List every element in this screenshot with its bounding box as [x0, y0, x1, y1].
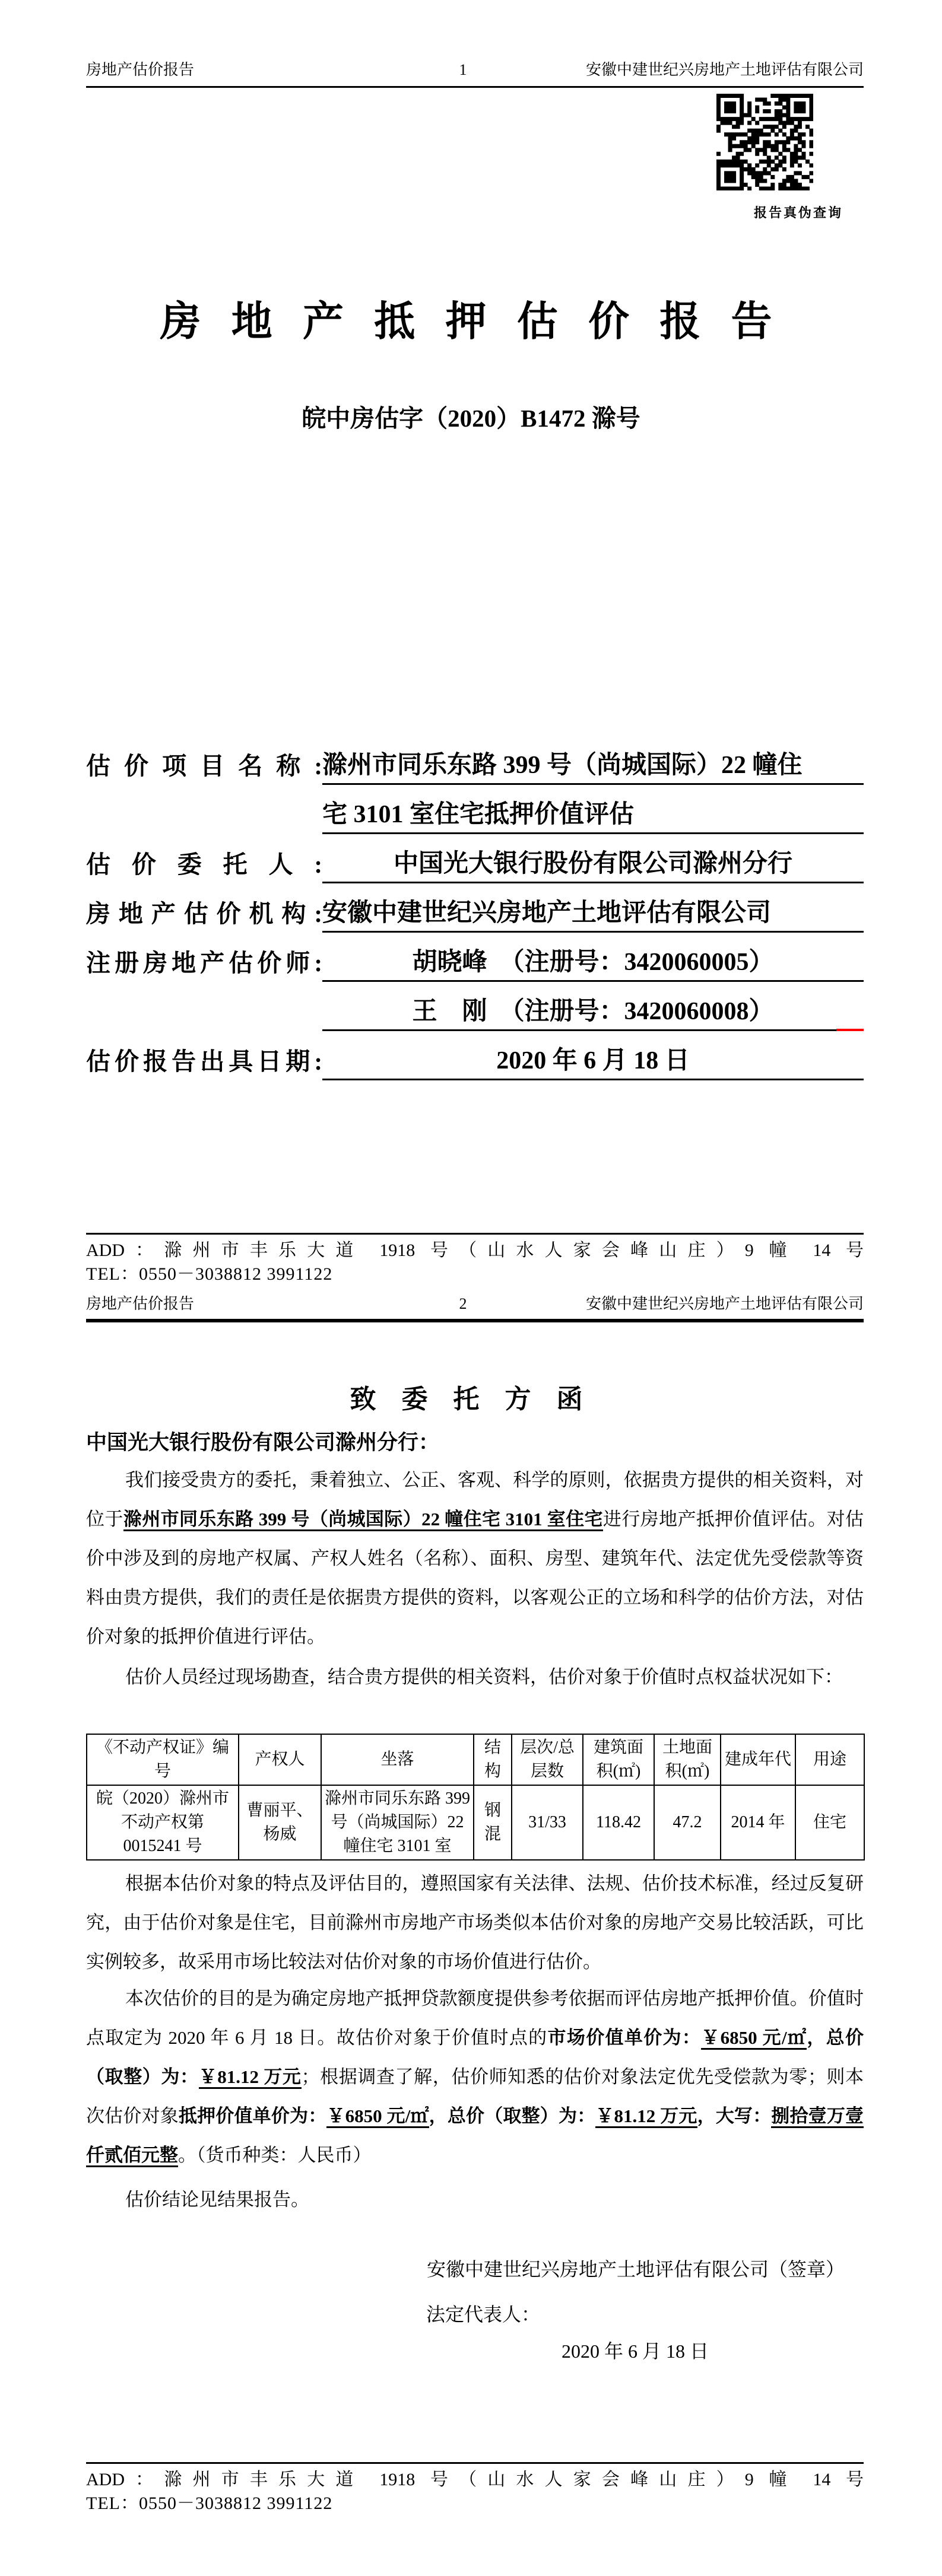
page2-running-header	[86, 1295, 864, 1322]
field-label: 估价委托人:	[86, 851, 322, 878]
field-label: 估价项目名称:	[86, 752, 322, 780]
emphasized-text-run: ，总价（取整）为：	[86, 2027, 864, 2087]
letter-paragraph-2: 估价人员经过现场勘查，结合贵方提供的相关资料，估价对象于价值时点权益状况如下：	[125, 1667, 843, 1687]
field-value-underlined: 2020 年 6 月 18 日	[322, 1041, 864, 1080]
report-doc-number: 皖中房估字（2020）B1472 滁号	[302, 405, 640, 432]
field-label: 估价报告出具日期:	[86, 1048, 322, 1075]
table-header-cell: 层次/总层数	[512, 1734, 583, 1785]
text-run: 我们接受贵方的委托，秉着独立、公正、客观、科学的原则，依据贵方提供的相关资料，对位于	[86, 1470, 864, 1529]
emphasized-text-run: ￥81.12 万元	[199, 2066, 302, 2089]
footer-telephone: TEL：0550－3038812 3991122	[86, 2494, 333, 2513]
emphasized-text-run: 抵押价值单价为：	[178, 2106, 327, 2126]
field-value-underlined: 中国光大银行股份有限公司滁州分行	[322, 844, 864, 883]
field-value-underlined: 安徽中建世纪兴房地产土地评估有限公司	[322, 893, 864, 933]
field-label	[86, 831, 322, 834]
table-cell: 31/33	[512, 1785, 583, 1860]
page1-running-footer	[86, 1233, 864, 1286]
letter-title: 致 委 托 方 函	[350, 1385, 592, 1414]
emphasized-text-run: 滁州市同乐东路 399 号（尚城国际）22 幢住宅 3101 室住宅	[123, 1509, 603, 1531]
report-verification-qr-code	[716, 94, 813, 190]
field-label: 房地产估价机构:	[86, 900, 322, 927]
table-header-cell: 土地面积(㎡)	[654, 1734, 721, 1785]
footer-address: ADD：滁州市丰乐大道 1918 号（山水人家会峰山庄）9 幢 14 号	[86, 2470, 864, 2489]
table-cell: 住宅	[795, 1785, 864, 1860]
field-value-underlined: 宅 3101 室住宅抵押价值评估	[322, 794, 864, 834]
field-label	[86, 1028, 322, 1031]
letter-salutation: 中国光大银行股份有限公司滁州分行：	[86, 1431, 440, 1454]
text-run: 。（货币种类：人民币）	[178, 2145, 372, 2165]
table-cell: 47.2	[654, 1785, 721, 1860]
emphasized-text-run: 捌拾壹万壹仟贰佰元整	[86, 2106, 864, 2167]
field-label: 注册房地产估价师:	[86, 949, 322, 977]
letter-paragraph-1	[86, 1461, 864, 1656]
field-value-underlined: 王 刚 （注册号：3420060008）	[322, 991, 864, 1031]
table-header-cell: 《不动产权证》编号	[87, 1734, 239, 1785]
text-run: ；根据调查了解，估价师知悉的估价对象法定优先受偿款为零；则本次估价对象	[86, 2066, 864, 2126]
table-cell: 曹丽平、杨威	[239, 1785, 321, 1860]
page-number: 2	[459, 1295, 467, 1312]
letter-paragraph-3: 根据本估价对象的特点及评估目的，遵照国家有关法律、法规、估价技术标准，经过反复研究，由于估价对象是住宅，目前滁州市房地产市场类似本估价对象的房地产交易比较活跃，可比实例较多，故采用市场比较法对估价对象的市场价值进行估价。	[86, 1873, 864, 1972]
table-header-cell: 产权人	[239, 1734, 321, 1785]
table-cell: 钢混	[474, 1785, 512, 1860]
footer-address: ADD：滁州市丰乐大道 1918 号（山水人家会峰山庄）9 幢 14 号	[86, 1241, 864, 1260]
header-doc-type: 房地产估价报告	[86, 61, 195, 78]
table-row	[87, 1785, 864, 1860]
table-cell: 2014 年	[721, 1785, 795, 1860]
legal-representative-label: 法定代表人：	[426, 2304, 541, 2325]
emphasized-text-run: ￥6850 元/㎡	[701, 2027, 807, 2050]
rights-status-table	[86, 1734, 865, 1861]
letter-paragraph-5: 估价结论见结果报告。	[125, 2189, 309, 2210]
table-cell: 皖（2020）滁州市不动产权第 0015241 号	[87, 1785, 239, 1860]
red-underline-mark	[836, 1029, 864, 1031]
emphasized-text-run: ￥6850 元/㎡	[326, 2106, 429, 2128]
cover-field-line	[86, 1031, 864, 1080]
emphasized-text-run: 市场价值单价为：	[547, 2027, 702, 2048]
cover-field-line	[86, 982, 864, 1031]
table-cell: 滁州市同乐东路 399 号（尚城国际）22 幢住宅 3101 室	[321, 1785, 474, 1860]
cover-field-line	[86, 785, 864, 834]
field-value-underlined: 滁州市同乐东路 399 号（尚城国际）22 幢住	[322, 745, 864, 785]
footer-telephone: TEL：0550－3038812 3991122	[86, 1264, 333, 1284]
signature-date: 2020 年 6 月 18 日	[562, 2340, 709, 2362]
table-header-cell: 建筑面积(㎡)	[583, 1734, 654, 1785]
cover-field-line	[86, 933, 864, 982]
table-cell: 118.42	[583, 1785, 654, 1860]
letter-paragraph-4	[86, 1979, 864, 2175]
text-run: 本次估价的目的是为确定房地产抵押贷款额度提供参考依据而评估房地产抵押价值。价值时点取定为 2020 年 6 月 18 日。故估价对象于价值时点的	[86, 1988, 864, 2048]
table-header-cell: 用途	[795, 1734, 864, 1785]
text-run: 进行房地产抵押价值评估。对估价中涉及到的房地产权属、产权人姓名（名称）、面积、房型、建筑年代、法定优先受偿款等资料由贵方提供，我们的责任是依据贵方提供的资料，以客观公正的立场和科学的估价方法，对估价对象的抵押价值进行评估。	[86, 1509, 864, 1647]
emphasized-text-run: ￥81.12 万元	[595, 2106, 697, 2128]
report-main-title: 房 地 产 抵 押 估 价 报 告	[160, 299, 782, 344]
table-header-cell: 坐落	[321, 1734, 474, 1785]
cover-fields	[86, 736, 864, 1080]
cover-field-line	[86, 736, 864, 785]
table-header-cell: 建成年代	[721, 1734, 795, 1785]
table-header-cell: 结构	[474, 1734, 512, 1785]
header-company-name: 安徽中建世纪兴房地产土地评估有限公司	[585, 1295, 864, 1312]
page-number: 1	[459, 61, 467, 78]
company-signature-line: 安徽中建世纪兴房地产土地评估有限公司（签章）	[426, 2259, 845, 2280]
cover-field-line	[86, 883, 864, 933]
emphasized-text-run: ，大写：	[697, 2106, 772, 2126]
qr-caption: 报告真伪查询	[753, 205, 843, 220]
cover-field-line	[86, 834, 864, 883]
qr-code-image	[716, 94, 813, 190]
header-doc-type: 房地产估价报告	[86, 1295, 195, 1312]
field-value-underlined: 胡晓峰 （注册号：3420060005）	[322, 942, 864, 982]
emphasized-text-run: ，总价（取整）为：	[429, 2106, 596, 2126]
header-company-name: 安徽中建世纪兴房地产土地评估有限公司	[585, 61, 864, 78]
property-rights-table	[86, 1734, 864, 1861]
page2-running-footer	[86, 2462, 864, 2515]
page1-running-header	[86, 61, 864, 88]
